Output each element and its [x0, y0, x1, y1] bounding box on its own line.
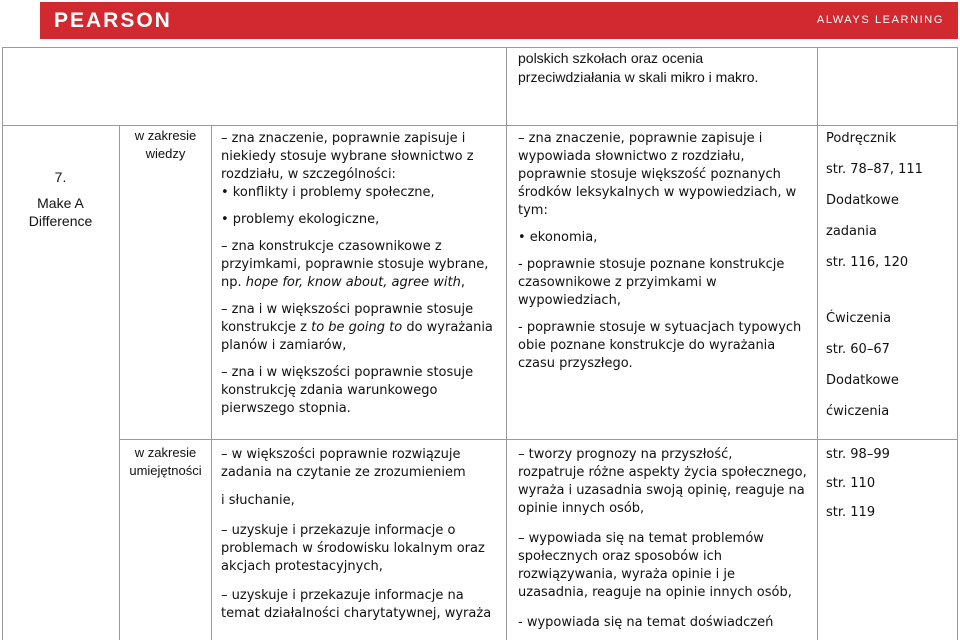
umiejetnosci-extended-cell: – tworzy prognozy na przyszłość, rozpatruje różne aspekty życia społecznego, wyraża i uzasadnia swoją opinię, reaguje na opinie innych osób, – wypowiada się na temat problemów społecznych oraz sposobów ich rozwiązywania, wyraża opinie i je uzasadnia, reaguje na opinie innych osób, - wypowiada się na temat doświadczeń — [518, 447, 807, 630]
unit-cell — [4, 168, 117, 230]
unit-title-line: Make A — [37, 195, 84, 211]
pearson-logo: PEARSON — [54, 9, 172, 32]
wiedza-extended-cell: – zna znaczenie, poprawnie zapisuje i wypowiada słownictwo z rozdziału, poprawnie stosuje większość poznanych środków leksykalnych w wypowiedziach, w tym: • ekonomia, - poprawnie stosuje poznane konstrukcje czasownikowe z przyimkami w wypowiedziach, - poprawnie stosuje w sytuacjach typowych obie poznane konstrukcje do wyrażania czasu przyszłego. — [518, 131, 802, 371]
tagline: ALWAYS LEARNING — [816, 14, 944, 26]
unit-title-line: Difference — [28, 213, 93, 229]
unit-number: 7. — [54, 169, 67, 185]
umiejetnosci-label: w zakresie umiejętności — [129, 445, 202, 478]
wiedza-refs-cell: Podręcznik str. 78–87, 111 Dodatkowe zadania str. 116, 120 Ćwiczenia str. 60–67 Dodatkowe ćwiczenia — [826, 131, 923, 419]
wiedza-label: w zakresie wiedzy — [134, 128, 197, 161]
top-row-cell: polskich szkołach oraz ocenia przeciwdziałania w skali mikro i makro. — [518, 50, 759, 85]
umiejetnosci-refs-cell: str. 98–99 str. 110 str. 119 — [826, 447, 890, 520]
wiedza-basic-cell: – zna znaczenie, poprawnie zapisuje i niekiedy stosuje wybrane słownictwo z rozdziału, w szczególności: • konflikty i problemy społeczne, • problemy ekologiczne, – zna konstrukcje czasownikowe z przyimkami, poprawnie stosuje wybrane, np. hope for, know about, agree with, – zna i w większości poprawnie stosuje konstrukcje z to be going to do wyrażania planów i zamiarów, – zna i w większości poprawnie stosuje konstrukcję zdania warunkowego pierwszego stopnia. — [221, 131, 493, 416]
umiejetnosci-basic-cell: – w większości poprawnie rozwiązuje zadania na czytanie ze zrozumieniem i słuchanie, – uzyskuje i przekazuje informacje o problemach w środowisku lokalnym oraz akcjach protestacyjnych, – uzyskuje i przekazuje informacje na temat działalności charytatywnej, wyraża — [221, 447, 492, 621]
header-banner — [40, 2, 958, 39]
